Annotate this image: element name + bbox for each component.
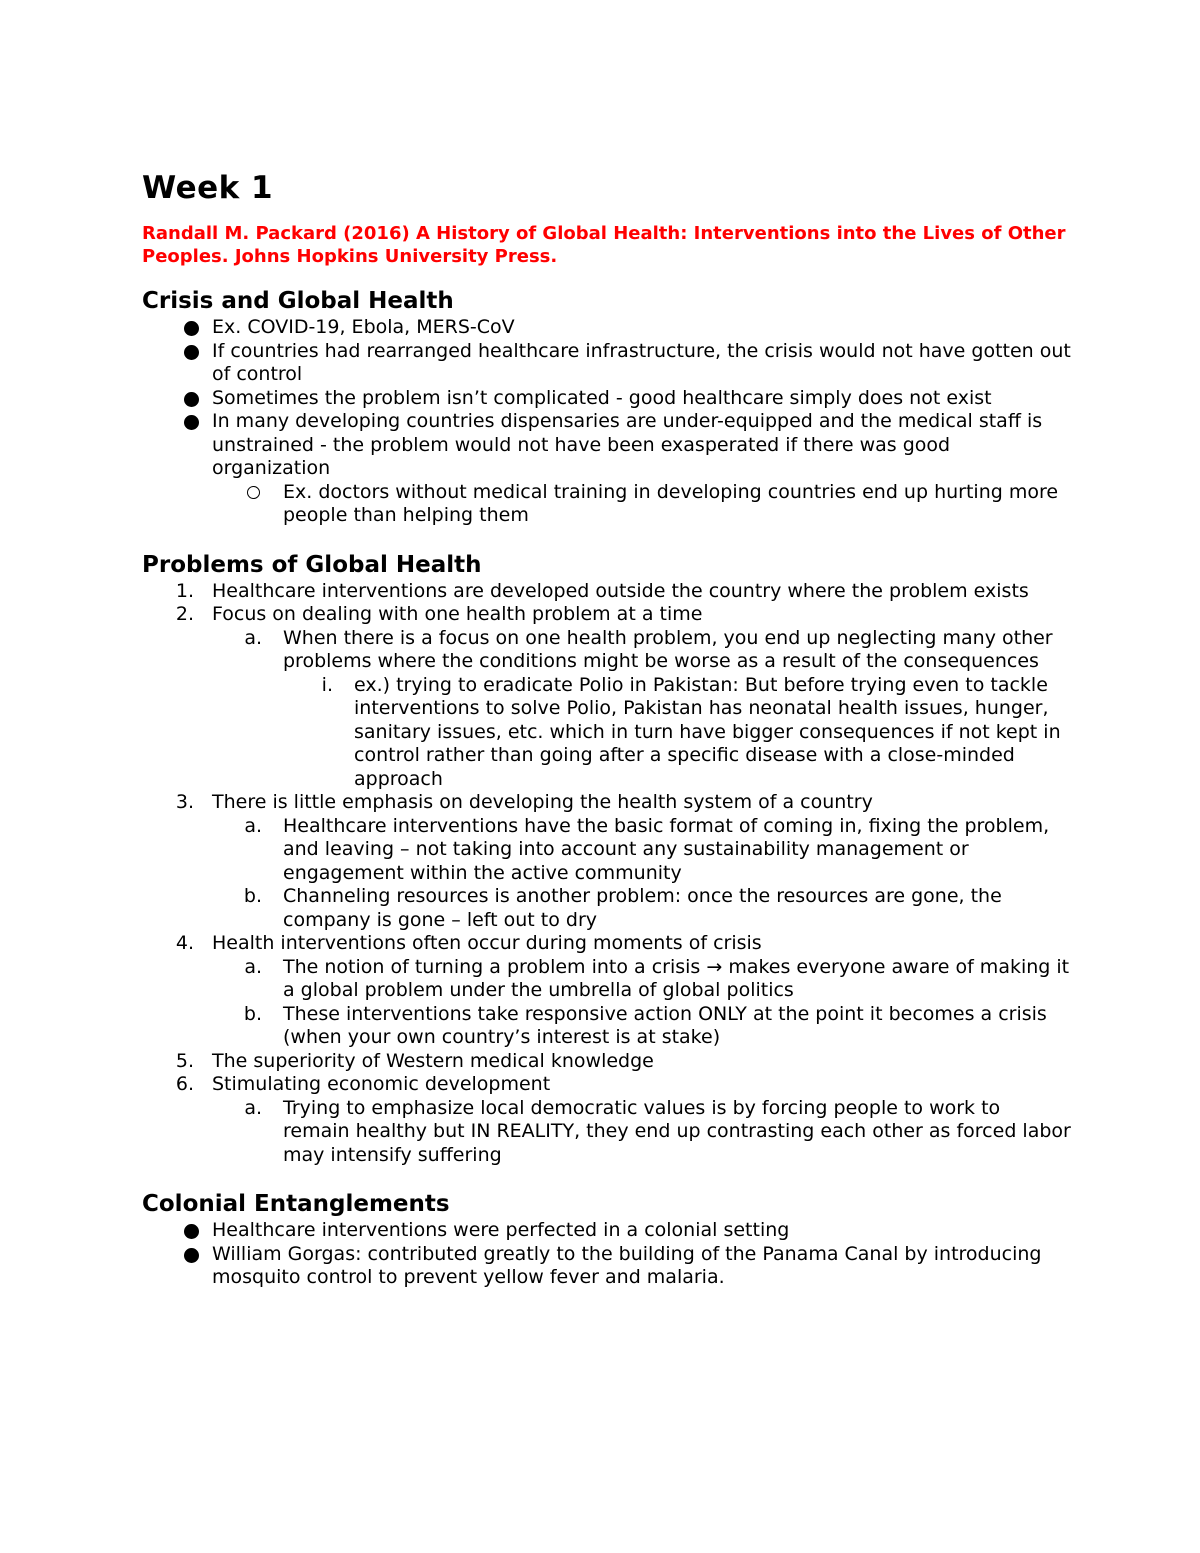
list-item-text: Health interventions often occur during moments of crisis xyxy=(212,932,762,954)
bullet-dot-icon xyxy=(184,345,199,360)
list-letter: a. xyxy=(244,1096,262,1119)
list-item xyxy=(142,932,1072,956)
list-letter: a. xyxy=(244,955,262,978)
list-item-text: Trying to emphasize local democratic values is by forcing people to work to remain healthy but IN REALITY, they end up contrasting each other as forced labor may intensify suffering xyxy=(283,1096,1071,1166)
list-item-text: ex.) trying to eradicate Polio in Pakistan: But before trying even to tackle interventions to solve Polio, Pakistan has neonatal health issues, hunger, sanitary issues, etc. which in turn have bigger consequences if not kept in control rather than going after a specific disease with a close-minded approach xyxy=(354,673,1061,790)
problems-numbered-list xyxy=(142,580,1072,1168)
list-number: 4. xyxy=(175,932,194,954)
list-item-text: These interventions take responsive action ONLY at the point it becomes a crisis (when your own country’s interest is at stake) xyxy=(283,1002,1047,1048)
list-item xyxy=(142,387,1072,411)
document-body xyxy=(142,170,1072,1290)
list-item-text: Ex. COVID-19, Ebola, MERS-CoV xyxy=(212,316,515,338)
sub-list-item xyxy=(142,956,1072,1003)
bullet-dot-icon xyxy=(184,321,199,336)
bullet-dot-icon xyxy=(184,415,199,430)
list-item xyxy=(142,791,1072,815)
section-heading-problems: Problems of Global Health xyxy=(142,551,482,578)
list-letter: b. xyxy=(243,1002,262,1025)
sub-sub-list-item xyxy=(142,674,1072,792)
sub-list-item xyxy=(142,815,1072,886)
list-item-text: The superiority of Western medical knowledge xyxy=(212,1049,654,1072)
list-number: 5. xyxy=(175,1049,194,1072)
bullet-dot-icon xyxy=(184,392,199,407)
bullet-dot-icon xyxy=(184,1224,199,1239)
list-item xyxy=(142,1073,1072,1097)
sub-list-item xyxy=(142,1003,1072,1050)
list-letter: a. xyxy=(244,814,262,837)
page-title: Week 1 xyxy=(142,170,274,206)
section-heading-colonial: Colonial Entanglements xyxy=(142,1191,450,1217)
crisis-bullet-list xyxy=(142,316,1072,528)
list-letter: b. xyxy=(243,885,262,907)
sub-list-item xyxy=(142,1097,1072,1168)
list-roman: i. xyxy=(321,673,333,696)
list-item-text: If countries had rearranged healthcare infrastructure, the crisis would not have gotten out of control xyxy=(212,339,1071,385)
list-number: 3. xyxy=(175,791,194,813)
list-item xyxy=(142,603,1072,627)
list-item-text: Stimulating economic development xyxy=(212,1073,551,1095)
sub-list-item xyxy=(142,885,1072,932)
list-number: 6. xyxy=(175,1073,194,1095)
list-item-text: There is little emphasis on developing the health system of a country xyxy=(212,791,873,813)
list-item-text: Healthcare interventions were perfected in a colonial setting xyxy=(212,1219,790,1241)
citation: Randall M. Packard (2016) A History of Global Health: Interventions into the Lives of Other Peoples. Johns Hopkins University Press. xyxy=(142,223,1066,267)
sub-list-item xyxy=(142,627,1072,674)
list-item-text: Focus on dealing with one health problem at a time xyxy=(212,603,703,625)
list-item xyxy=(142,580,1072,604)
section-heading-crisis: Crisis and Global Health xyxy=(142,288,454,314)
list-item-text: Healthcare interventions have the basic format of coming in, fixing the problem, and leaving – not taking into account any sustainability management or engagement within the active community xyxy=(283,814,1050,884)
list-item-text: Ex. doctors without medical training in developing countries end up hurting more people than helping them xyxy=(283,480,1059,526)
bullet-circle-icon xyxy=(247,486,260,499)
list-item-text: In many developing countries dispensaries are under-equipped and the medical staff is unstrained - the problem would not have been exasperated if there was good organization xyxy=(212,410,1043,479)
list-number: 2. xyxy=(175,603,194,625)
list-number: 1. xyxy=(175,579,194,602)
bullet-dot-icon xyxy=(184,1248,199,1263)
list-item xyxy=(142,1050,1072,1074)
list-item-text: William Gorgas: contributed greatly to the building of the Panama Canal by introducing mosquito control to prevent yellow fever and malaria. xyxy=(212,1242,1042,1288)
list-item xyxy=(142,410,1072,481)
sub-list-item xyxy=(142,481,1072,528)
list-item-text: Sometimes the problem isn’t complicated - good healthcare simply does not exist xyxy=(212,386,992,409)
list-item-text: Healthcare interventions are developed outside the country where the problem exists xyxy=(212,579,1029,602)
list-letter: a. xyxy=(244,626,262,649)
list-item xyxy=(142,340,1072,387)
list-item-text: The notion of turning a problem into a crisis → makes everyone aware of making it a global problem under the umbrella of global politics xyxy=(283,955,1070,1001)
list-item-text: Channeling resources is another problem: once the resources are gone, the company is gone – left out to dry xyxy=(283,885,1002,931)
list-item xyxy=(142,1243,1072,1290)
list-item xyxy=(142,1219,1072,1243)
colonial-bullet-list xyxy=(142,1219,1072,1290)
list-item xyxy=(142,316,1072,340)
list-item-text: When there is a focus on one health problem, you end up neglecting many other problems where the conditions might be worse as a result of the consequences xyxy=(283,626,1053,672)
